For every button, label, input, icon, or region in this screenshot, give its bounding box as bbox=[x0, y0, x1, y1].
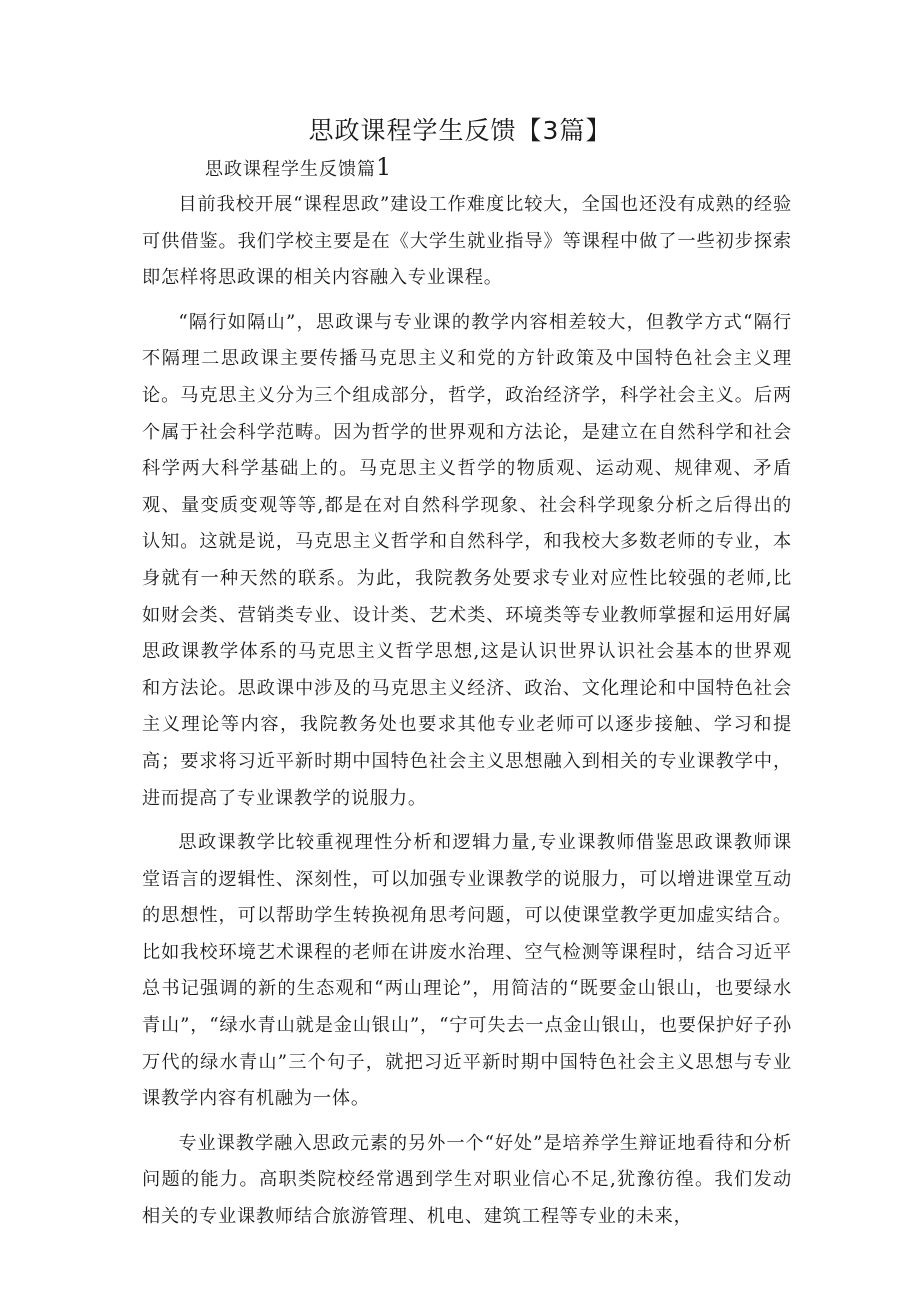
paragraph: 目前我校开展“课程思政”建设工作难度比较大，全国也还没有成熟的经验可供借鉴。我们学校主要是在《大学生就业指导》等课程中做了一些初步探索即怎样将思政课的相关内容融入专业课程。 bbox=[142, 194, 792, 289]
paragraph: 思政课教学比较重视理性分析和逻辑力量,专业课教师借鉴思政课教师课堂语言的逻辑性、深刻性，可以加强专业课教学的说服力，可以增进课堂互动的思想性，可以帮助学生转换视角思考问题，可以使课堂教学更加虚实结合。比如我校环境艺术课程的老师在讲废水治理、空气检测等课程时，结合习近平总书记强调的新的生态观和“两山理论”，用简洁的“既要金山银山，也要绿水青山”，“绿水青山就是金山银山”，“宁可失去一点金山银山，也要保护好子孙万代的绿水青山”三个句子，就把习近平新时期中国特色社会主义思想与专业课教学内容有机融为一体。 bbox=[142, 832, 792, 1110]
section-number: 1 bbox=[376, 153, 393, 181]
paragraph: 专业课教学融入思政元素的另外一个“好处”是培养学生辩证地看待和分析问题的能力。高职类院校经常遇到学生对职业信心不足,犹豫彷徨。我们发动相关的专业课教师结合旅游管理、机电、建筑工程等专业的未来， bbox=[142, 1132, 792, 1228]
paragraph: “隔行如隔山”，思政课与专业课的教学内容相差较大，但教学方式“隔行不隔理二思政课主要传播马克思主义和党的方针政策及中国特色社会主义理论。马克思主义分为三个组成部分，哲学，政治经济学，科学社会主义。后两个属于社会科学范畴。因为哲学的世界观和方法论，是建立在自然科学和社会科学两大科学基础上的。马克思主义哲学的物质观、运动观、规律观、矛盾观、量变质变观等等,都是在对自然科学现象、社会科学现象分析之后得出的认知。这就是说，马克思主义哲学和自然科学，和我校大多数老师的专业，本身就有一种天然的联系。为此，我院教务处要求专业对应性比较强的老师,比如财会类、营销类专业、设计类、艺术类、环境类等专业教师掌握和运用好属思政课教学体系的马克思主义哲学思想,这是认识世界认识社会基本的世界观和方法论。思政课中涉及的马克思主义经济、政治、文化理论和中国特色社会主义理论等内容，我院教务处也要求其他专业老师可以逐步接触、学习和提高；要求将习近平新时期中国特色社会主义思想融入到相关的专业课教学中，进而提高了专业课教学的说服力。 bbox=[142, 311, 792, 809]
document-body bbox=[142, 187, 792, 1244]
section-title bbox=[205, 152, 392, 185]
section-title-text: 思政课程学生反馈篇 bbox=[205, 159, 376, 180]
document-title: 思政课程学生反馈【3篇】 bbox=[308, 116, 612, 145]
